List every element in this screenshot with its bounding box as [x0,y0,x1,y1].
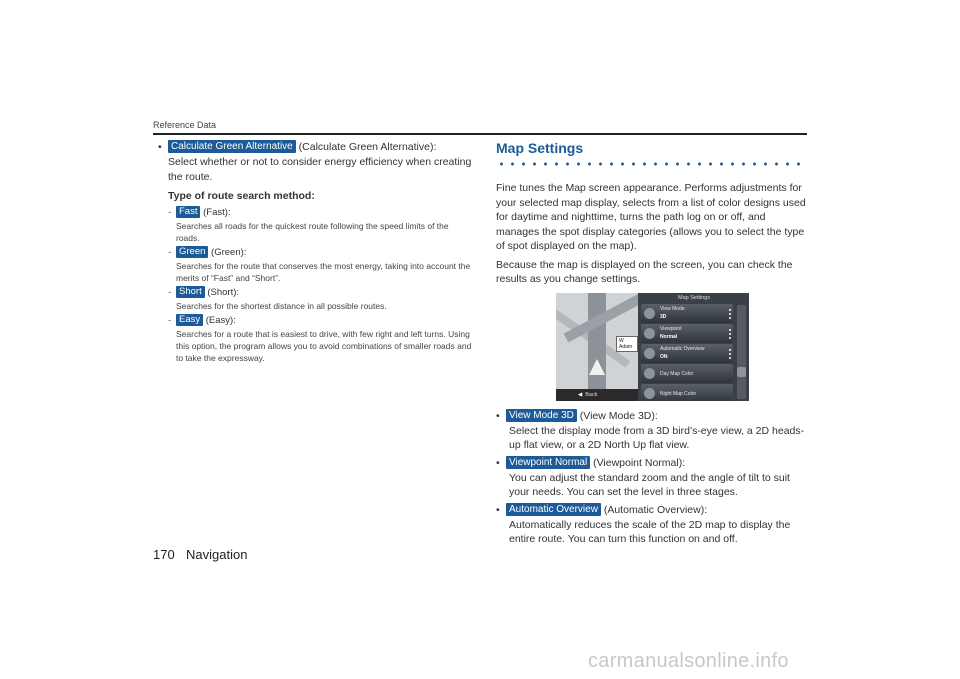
page-number: 170 [153,547,175,562]
left-column [158,140,473,364]
map-view [556,293,638,401]
map-settings-screenshot [556,293,749,401]
menu-value: Normal [660,333,678,340]
green-tag: Green [176,246,208,258]
section-title: Map Settings [496,140,584,156]
route-type-heading: Type of route search method: [168,190,315,202]
more-dots-icon [729,348,731,359]
green-name: (Green): [211,247,247,258]
scrollbar-thumb [737,367,746,377]
route-fast: - Fast (Fast): Searches all roads for the quickest route following the speed limits of the roads. [168,206,473,244]
auto-overview-name: (Automatic Overview): [603,503,708,516]
calc-green-name: (Calculate Green Alternative): [298,141,437,153]
fast-name: (Fast): [203,207,231,218]
menu-automatic-overview [641,344,733,363]
calc-green-desc: Select whether or not to consider energy efficiency when creating the route. [168,156,472,183]
easy-tag: Easy [176,314,203,326]
short-name: (Short): [207,287,240,298]
auto-overview-tag: Automatic Overview [506,503,601,516]
menu-value: 3D [660,313,667,320]
map-road [588,293,606,401]
view-mode-name: (View Mode 3D): [579,409,658,422]
title-dotted-rule [496,161,804,167]
menu-label: Day Map Color [660,370,694,377]
view-mode-bullet: • View Mode 3D (View Mode 3D): Select the display mode from a 3D bird’s-eye view, a 2D heads-up flat view, or a 2D North Up flat view. [496,409,808,453]
menu-view-mode [641,304,733,323]
green-desc: Searches for the route that conserves the most energy, taking into account the merits of “Fast” and “Short”. [176,261,471,283]
viewpoint-desc: You can adjust the standard zoom and the angle of tilt to suit your needs. You can set the level in three stages. [509,471,790,498]
footer-section: Navigation [186,547,248,562]
viewpoint-icon [644,328,655,339]
short-desc: Searches for the shortest distance in all possible routes. [176,301,387,311]
easy-name: (Easy): [205,315,236,326]
menu-label: Automatic Overview [660,345,705,352]
auto-overview-bullet: • Automatic Overview (Automatic Overview): Automatically reduces the scale of the 2D map to display the entire route. You can turn this function on and off. [496,503,808,547]
view-mode-tag: View Mode 3D [506,409,577,422]
panel-title: Map Settings [678,294,711,301]
route-short: - Short (Short): Searches for the shortest distance in all possible routes. [168,286,473,312]
viewpoint-bullet: • Viewpoint Normal (Viewpoint Normal): You can adjust the standard zoom and the angle of tilt to suit your needs. You can set the level in three stages. [496,456,808,500]
bullet-dot: • [158,141,162,153]
watermark: carmanualsonline.info [588,650,789,672]
viewpoint-name: (Viewpoint Normal): [593,456,686,469]
day-color-icon [644,368,655,379]
menu-night-map-color [641,384,733,401]
fast-desc: Searches all roads for the quickest route following the speed limits of the roads. [176,221,449,243]
fast-tag: Fast [176,206,200,218]
position-arrow-icon [589,359,605,375]
right-column [496,139,808,547]
results-paragraph: Because the map is displayed on the screen, you can check the results as you change settings. [496,258,793,285]
menu-label: View Mode [660,305,685,312]
route-green: - Green (Green): Searches for the route that conserves the most energy, taking into account the merits of “Fast” and “Short”. [168,246,473,284]
calc-green-bullet [158,140,473,155]
back-label: Back [585,391,598,398]
route-easy: - Easy (Easy): Searches for a route that is easiest to drive, with few right and left turns. Using this option, the program allows you to avoid combinations of smaller roads and to take the expressway. [168,314,472,363]
view-mode-icon [644,308,655,319]
overview-icon [644,348,655,359]
back-arrow-icon: ◀ [578,391,583,398]
header-label: Reference Data [153,120,217,130]
more-dots-icon [729,308,731,319]
road-label: W Adam [616,336,638,352]
scrollbar-track [737,305,746,399]
view-mode-desc: Select the display mode from a 3D bird’s-eye view, a 2D heads-up flat view, or a 2D North Up flat view. [509,424,805,451]
intro-paragraph: Fine tunes the Map screen appearance. Performs adjustments for your selected map display, selects from a list of color designs used for daytime and nighttime, turns the path log on or off, and manages the spot display categories (allows you to select the type of spot displayed on the map). [496,182,806,252]
menu-day-map-color [641,364,733,383]
menu-viewpoint [641,324,733,343]
calc-green-tag: Calculate Green Alternative [168,140,296,153]
night-color-icon [644,388,655,399]
menu-value: ON [660,353,668,360]
auto-overview-desc: Automatically reduces the scale of the 2D map to display the entire route. You can turn this function on and off. [509,518,791,545]
settings-panel [638,293,749,401]
back-button [556,389,638,401]
more-dots-icon [729,328,731,339]
short-tag: Short [176,286,205,298]
easy-desc: Searches for a route that is easiest to drive, with few right and left turns. Using this option, the program allows you to avoid combinations of smaller roads and to take the expressway. [176,329,472,363]
header-rule [153,133,807,135]
menu-label: Night Map Color [660,390,697,397]
menu-label: Viewpoint [660,325,682,332]
viewpoint-tag: Viewpoint Normal [506,456,590,469]
